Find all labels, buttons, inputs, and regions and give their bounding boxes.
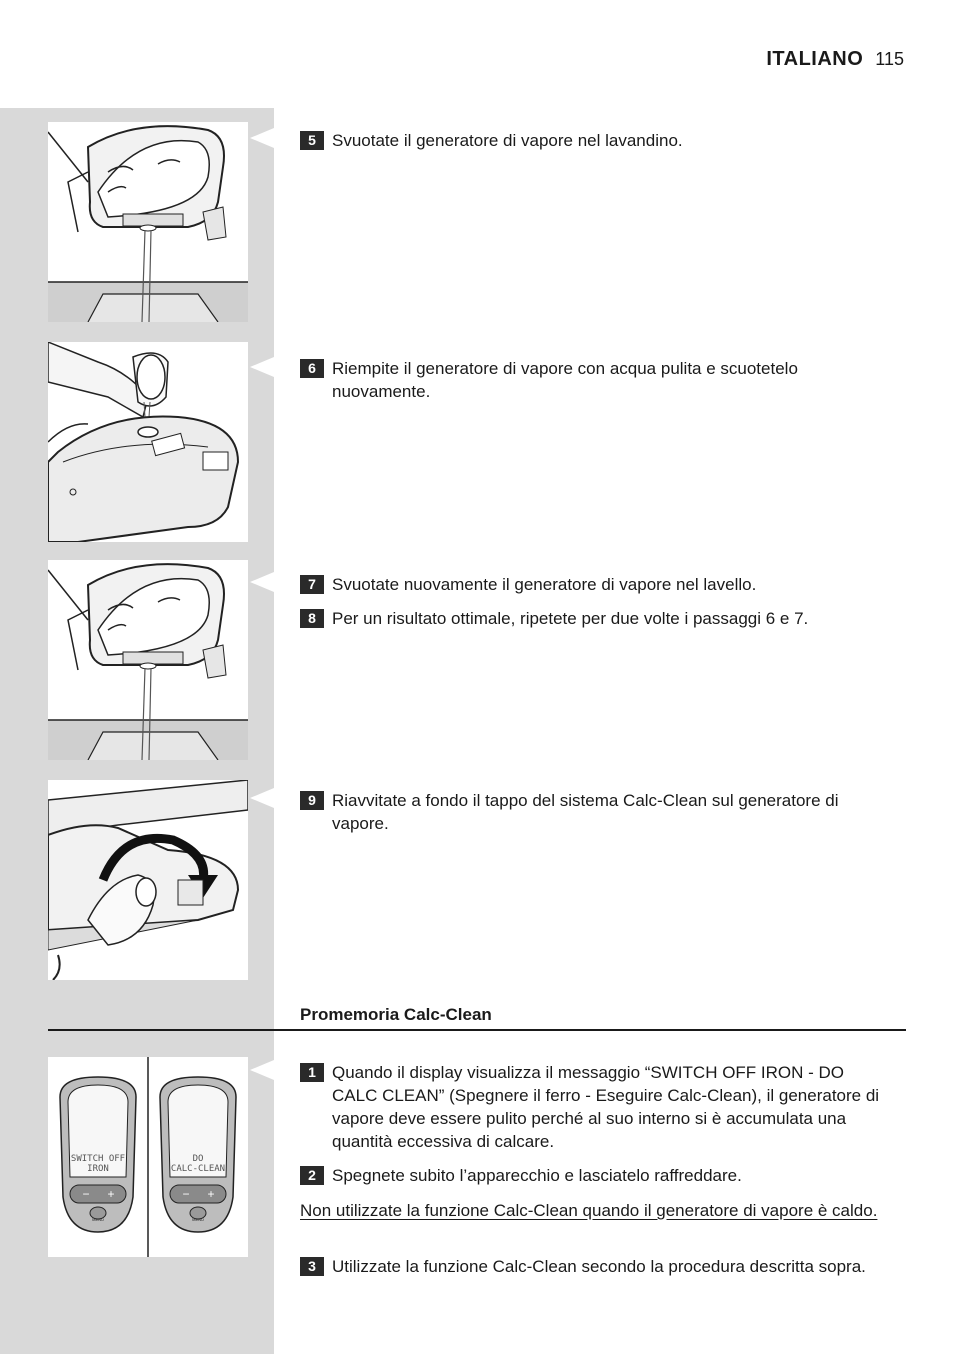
language-label: ITALIANO xyxy=(766,48,864,70)
illustration-empty-sink-again xyxy=(48,560,248,760)
page-header xyxy=(766,48,904,71)
plus-icon: + xyxy=(107,1187,115,1201)
display-left-line2: IRON xyxy=(87,1164,109,1174)
step-text: Utilizzate la funzione Calc-Clean secondo la procedura descritta sopra. xyxy=(332,1257,866,1276)
step-item xyxy=(300,1164,890,1187)
step-number: 5 xyxy=(300,131,324,150)
panel-pointer xyxy=(250,1060,274,1080)
panel-pointer xyxy=(250,788,274,808)
step-number: 8 xyxy=(300,609,324,628)
step-number: 9 xyxy=(300,791,324,810)
minus-icon: − xyxy=(82,1187,90,1201)
illustration-empty-sink xyxy=(48,122,248,322)
step-text: Per un risultato ottimale, ripetete per due volte i passaggi 6 e 7. xyxy=(332,609,809,628)
display-left xyxy=(60,1077,136,1232)
illustration-screw-cap xyxy=(48,780,248,980)
step-number: 2 xyxy=(300,1166,324,1185)
step-text: Svuotate il generatore di vapore nel lavandino. xyxy=(332,131,683,150)
section-divider xyxy=(48,1029,906,1031)
step-number: 1 xyxy=(300,1063,324,1082)
step-number: 3 xyxy=(300,1257,324,1276)
step-item xyxy=(300,1061,890,1153)
display-right-line1: DO xyxy=(192,1154,204,1164)
display-left-line1: SWITCH OFF xyxy=(70,1154,126,1164)
step-item xyxy=(300,357,890,403)
step-item xyxy=(300,607,890,630)
menu-label: MENU xyxy=(92,1217,104,1222)
step-number: 7 xyxy=(300,575,324,594)
step-text: Riempite il generatore di vapore con acqua pulita e scuotetelo nuovamente. xyxy=(332,359,798,401)
panel-pointer xyxy=(250,357,274,377)
display-right xyxy=(160,1077,236,1232)
step-item xyxy=(300,789,890,835)
step-text: Spegnete subito l’apparecchio e lasciatelo raffreddare. xyxy=(332,1166,742,1185)
panel-pointer xyxy=(250,128,274,148)
display-right-line2: CALC-CLEAN xyxy=(170,1164,226,1174)
step-number: 6 xyxy=(300,359,324,378)
plus-icon: + xyxy=(207,1187,215,1201)
minus-icon: − xyxy=(182,1187,190,1201)
menu-label: MENU xyxy=(192,1217,204,1222)
page-number: 115 xyxy=(875,49,904,69)
step-text: Quando il display visualizza il messaggio “SWITCH OFF IRON - DO CALC CLEAN” (Spegnere il ferro - Eseguire Calc-Clean), il generatore di vapore deve essere pulito perché al suo interno si è accumulata una quantità eccessiva di calcare. xyxy=(332,1063,880,1151)
step-text: Svuotate nuovamente il generatore di vapore nel lavello. xyxy=(332,575,757,594)
step-item xyxy=(300,129,890,152)
section-title: Promemoria Calc-Clean xyxy=(300,1005,492,1024)
step-item xyxy=(300,1255,890,1278)
illustration-display-messages xyxy=(48,1057,248,1257)
step-item xyxy=(300,573,890,596)
warning-note: Non utilizzate la funzione Calc-Clean quando il generatore di vapore è caldo. xyxy=(300,1201,878,1220)
step-text: Riavvitate a fondo il tappo del sistema Calc-Clean sul generatore di vapore. xyxy=(332,791,839,833)
illustration-fill-water xyxy=(48,342,248,542)
panel-pointer xyxy=(250,572,274,592)
